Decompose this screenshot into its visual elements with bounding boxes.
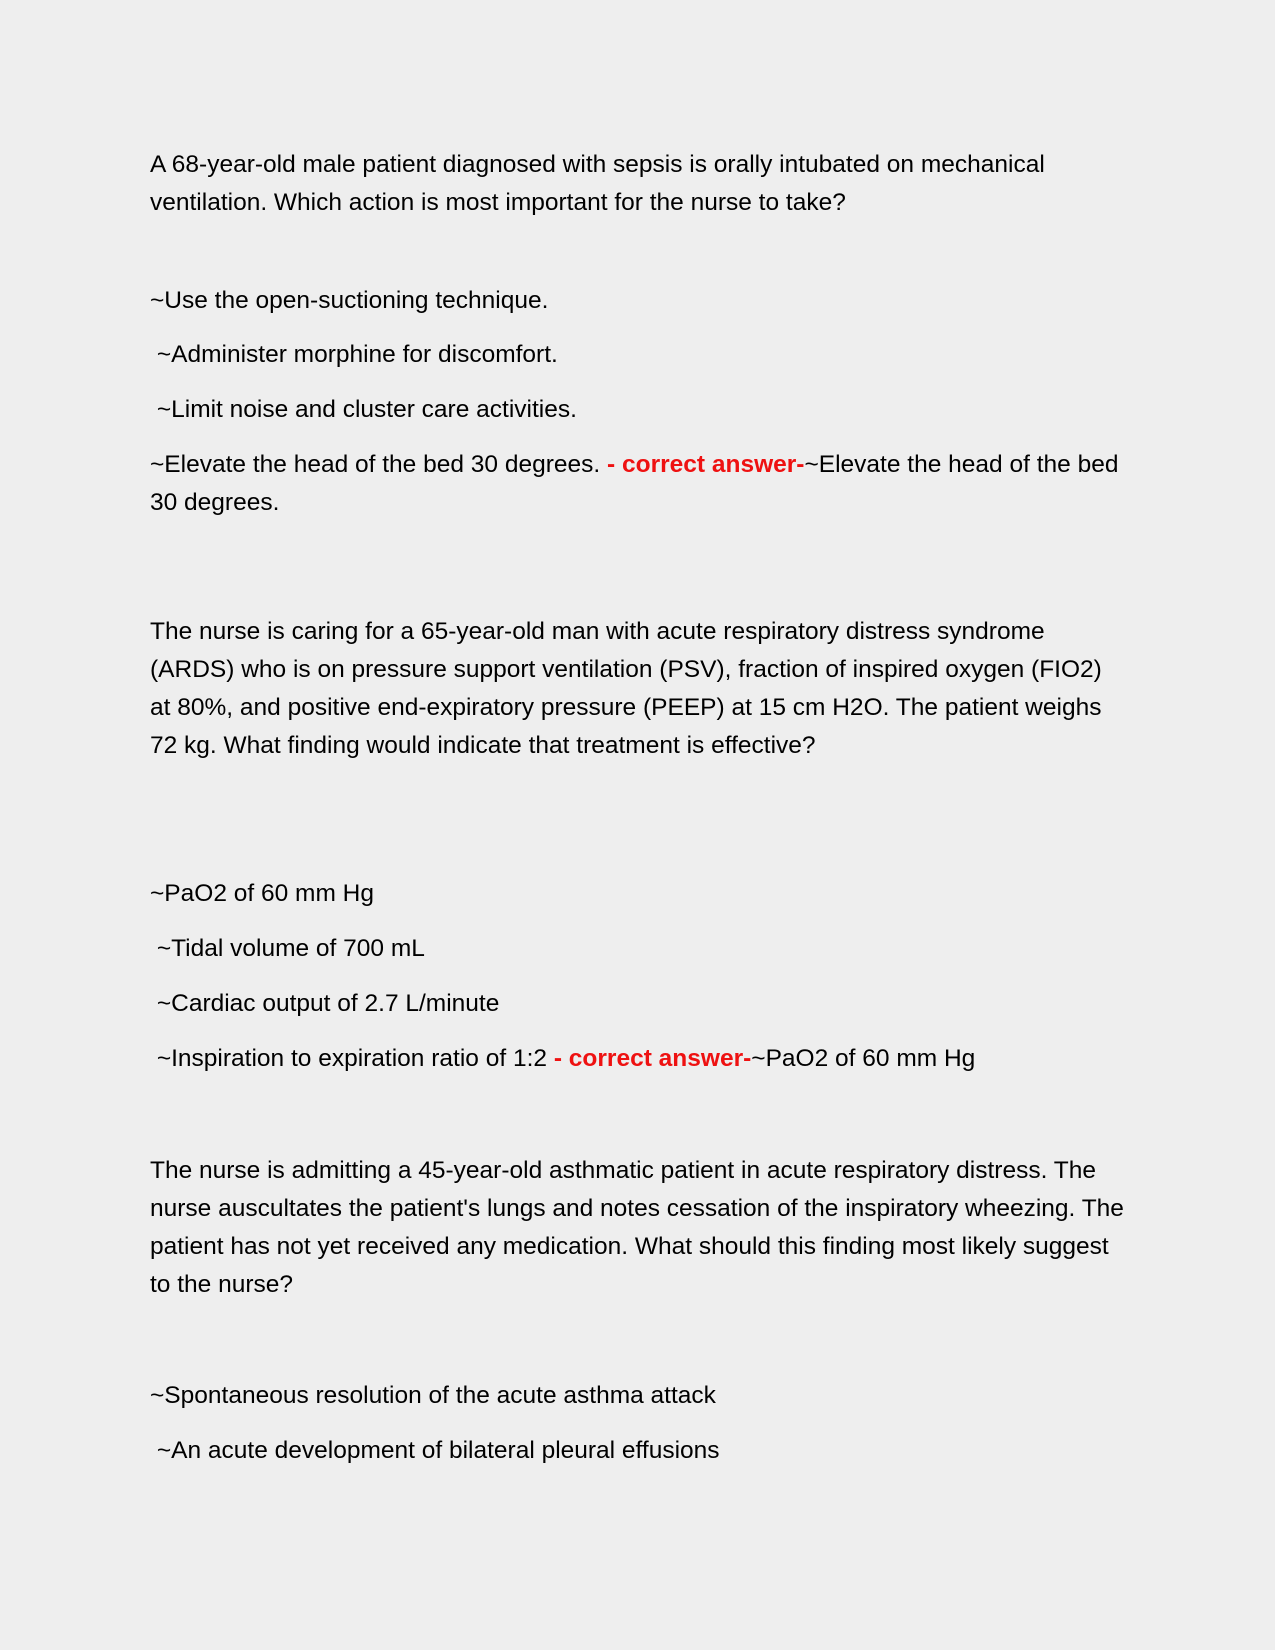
question-1-answer: ~Elevate the head of the bed 30 degrees. — [150, 451, 1126, 516]
question-2-option-1: ~PaO2 of 60 mm Hg — [150, 880, 375, 907]
question-3-option-2: ~An acute development of bilateral pleural effusions — [150, 1437, 720, 1464]
question-3-option-1: ~Spontaneous resolution of the acute asthma attack — [150, 1382, 716, 1409]
question-1-option-3: ~Limit noise and cluster care activities. — [150, 396, 577, 423]
question-1-option-4: ~Elevate the head of the bed 30 degrees. — [150, 451, 608, 478]
question-1-stem: A 68-year-old male patient diagnosed with sepsis is orally intubated on mechanical ventilation. Which action is most important for the nurse to take? — [150, 151, 1052, 216]
question-1-option-2: ~Administer morphine for discomfort. — [150, 341, 558, 368]
question-1-option-1: ~Use the open-suctioning technique. — [150, 287, 549, 314]
question-1-option-4-with-answer — [150, 446, 1125, 522]
question-2-option-2: ~Tidal volume of 700 mL — [150, 935, 425, 962]
question-2-option-3: ~Cardiac output of 2.7 L/minute — [150, 990, 500, 1017]
question-3-stem: The nurse is admitting a 45-year-old asthmatic patient in acute respiratory distress. The nurse auscultates the patient's lungs and notes cessation of the inspiratory wheezing. The patient has not yet received any medication. What should this finding most likely suggest to the nurse? — [150, 1157, 1131, 1298]
question-2-answer: ~PaO2 of 60 mm Hg — [751, 1045, 976, 1072]
document-page — [150, 0, 1131, 1650]
question-2-stem: The nurse is caring for a 65-year-old man with acute respiratory distress syndrome (ARDS) who is on pressure support ventilation (PSV), fraction of inspired oxygen (FIO2) at 80%, and positive end-expiratory pressure (PEEP) at 15 cm H2O. The patient weighs 72 kg. What finding would indicate that treatment is effective? — [150, 618, 1109, 759]
correct-answer-label: - correct answer- — [607, 451, 805, 478]
question-2-option-4-with-answer — [150, 1040, 1125, 1078]
question-2-option-4: ~Inspiration to expiration ratio of 1:2 — [150, 1045, 554, 1072]
correct-answer-label: - correct answer- — [553, 1045, 752, 1072]
